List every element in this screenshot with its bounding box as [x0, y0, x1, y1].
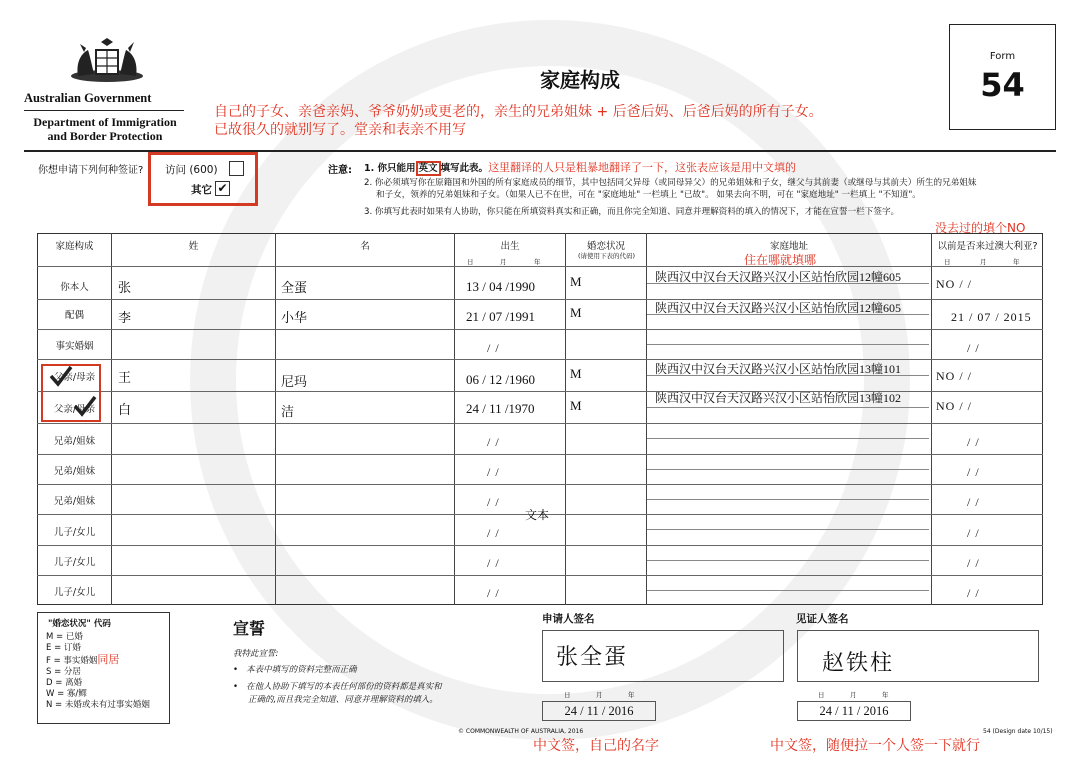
table-col-line [454, 233, 455, 605]
declaration-bullet-1: • 本表中填写的资料完整而正确 [233, 665, 357, 675]
row-relation: 儿子/女儿 [53, 587, 96, 598]
row-relation: 兄弟/姐妹 [53, 436, 96, 447]
applicant-signature: 张全蛋 [556, 645, 629, 670]
row-address[interactable]: 陕西汉中汉台天汉路兴汉小区站怡欣园12幢605 [655, 301, 902, 315]
note-2-line-2: 和子女，领养的兄弟姐妹和子女。（如果人已不在世，可在 "家庭地址" 一栏填上 "已故"。 如果去向不明，可在 "家庭地址" 一栏填上 "不知道"。 [376, 190, 921, 200]
row-been[interactable]: / / [967, 495, 980, 509]
form-number-box [949, 24, 1056, 130]
row-relation: 兄弟/姐妹 [53, 466, 96, 477]
address-line [647, 407, 929, 408]
table-col-line [275, 233, 276, 605]
department-name [24, 115, 186, 143]
annotation-top-line-1: 自己的子女、亲爸亲妈、爷爷奶奶或更老的，亲生的兄弟姐妹 + 后爸后妈、后爸后妈的所有子女。 [214, 104, 823, 120]
row-been[interactable]: / / [967, 586, 980, 600]
code-item: N = 未婚或未有过事实婚姻 [46, 700, 150, 710]
marital-codes-box [37, 612, 170, 724]
row-surname[interactable]: 李 [118, 310, 132, 325]
been-month: 月 [980, 258, 987, 266]
row-relation: 事实婚姻 [55, 341, 94, 352]
form-title: 家庭构成 [540, 68, 620, 92]
note-2-line-1: 2. 你必须填写你在原籍国和外国的所有家庭成员的细节，其中包括同父异母（或同母异父）的兄弟姐妹和子女，继父与其前妻（或继母与其前夫）所生的兄弟姐妹 [364, 178, 977, 188]
row-dob[interactable]: 13 / 04 /1990 [466, 279, 535, 294]
row-marital[interactable]: M [570, 366, 582, 381]
note-1-end: 填写此表。 [440, 163, 489, 174]
code-item: M = 已婚 [46, 632, 83, 642]
visit-checkbox[interactable] [229, 161, 244, 176]
declaration-intro: 我特此宣誓: [233, 649, 279, 659]
row-address[interactable]: 陕西汉中汉台天汉路兴汉小区站怡欣园12幢605 [655, 270, 902, 284]
row-surname[interactable]: 白 [118, 402, 132, 417]
visa-question-label: 你想申请下列何种签证? [38, 165, 144, 176]
other-checkbox[interactable]: ✔ [215, 181, 230, 196]
note-1-start: 1. 你只能用 [364, 163, 416, 174]
table-header-rule [37, 266, 1043, 267]
row-dob[interactable]: / / [487, 495, 500, 509]
table-row-rule [37, 545, 1043, 546]
witness-signature-label: 见证人签名 [796, 613, 849, 625]
table-row-rule [37, 329, 1043, 330]
annotation-chinese-fill: 这里翻译的人只是粗暴地翻译了一下，这张表应该是用中文填的 [488, 161, 797, 174]
other-option-label: 其它 [191, 184, 212, 196]
col-address: 家庭地址 [769, 241, 808, 252]
been-year: 年 [1013, 258, 1020, 266]
row-surname[interactable]: 张 [118, 280, 132, 295]
government-name: Australian Government [24, 91, 152, 105]
col-given-name: 名 [360, 241, 370, 252]
declaration-bullet-2-cont: 正确的,而且我完全知道、同意并理解资料的填入。 [248, 695, 438, 705]
declaration-title: 宣誓 [233, 619, 266, 638]
witness-date-month: 月 [850, 691, 857, 699]
table-row-rule [37, 575, 1043, 576]
note-1 [364, 162, 796, 174]
row-dob[interactable]: / / [487, 586, 500, 600]
coat-of-arms-logo [66, 36, 148, 90]
department-line-2: and Border Protection [47, 129, 163, 143]
header-rule [24, 110, 184, 111]
col-marital: 婚恋状况 [586, 241, 625, 252]
table-row-rule [37, 484, 1043, 485]
annotation-applicant-signature: 中文签，自己的名字 [533, 738, 659, 754]
row-dob[interactable]: / / [487, 526, 500, 540]
address-line [647, 529, 929, 530]
row-been[interactable]: NO / / [936, 399, 972, 413]
check-mark-icon [72, 394, 98, 418]
witness-date-year: 年 [882, 691, 889, 699]
row-been[interactable]: / / [967, 526, 980, 540]
col-been-to-australia: 以前是否来过澳大利亚? [937, 241, 1038, 252]
applicant-date[interactable]: 24 / 11 / 2016 [542, 701, 656, 721]
row-marital[interactable]: M [570, 274, 582, 289]
row-address[interactable]: 陕西汉中汉台天汉路兴汉小区站怡欣园13幢101 [655, 362, 902, 376]
row-address[interactable]: 陕西汉中汉台天汉路兴汉小区站怡欣园13幢102 [655, 391, 902, 405]
text-mark: 文本 [525, 508, 550, 522]
row-relation: 配偶 [64, 310, 84, 321]
row-been[interactable]: 21 / 07 / 2015 [951, 310, 1032, 324]
address-line [647, 344, 929, 345]
family-table [37, 233, 1043, 605]
row-relation: 你本人 [60, 282, 89, 293]
visit-option-label: 访问 (600) [165, 164, 218, 176]
dob-month: 月 [500, 258, 507, 266]
row-relation: 父亲/母亲 [53, 372, 96, 383]
code-item: D = 离婚 [46, 678, 83, 688]
applicant-date-month: 月 [596, 691, 603, 699]
row-been[interactable]: / / [967, 435, 980, 449]
annotation-cohabit: 同居 [97, 653, 120, 666]
code-item: W = 寡/鳏 [46, 689, 87, 699]
witness-signature: 赵铁柱 [822, 651, 895, 676]
declaration-bullet-2: • 在他人协助下填写的本表任何部份的资料都是真实和 [233, 682, 442, 692]
row-been[interactable]: / / [967, 341, 980, 355]
declaration-b1-text: 本表中填写的资料完整而正确 [246, 665, 357, 675]
dob-day: 日 [467, 258, 474, 266]
row-dob[interactable]: / / [487, 341, 500, 355]
col-relation: 家庭构成 [55, 241, 94, 252]
row-dob[interactable]: 24 / 11 /1970 [466, 401, 535, 416]
declaration-b2-text: 在他人协助下填写的本表任何部份的资料都是真实和 [246, 682, 442, 692]
table-col-line [646, 233, 647, 605]
code-item: E = 订婚 [46, 643, 81, 653]
design-date: 54 (Design date 10/15) [983, 728, 1053, 735]
row-given-name[interactable]: 洁 [281, 404, 295, 419]
code-item: S = 分居 [46, 667, 81, 677]
annotation-address: 住在哪就填哪 [744, 253, 817, 267]
row-dob[interactable]: / / [487, 435, 500, 449]
dob-year: 年 [534, 258, 541, 266]
col-surname: 姓 [188, 241, 199, 252]
address-line [647, 590, 929, 591]
annotation-witness-signature: 中文签，随便拉一个人签一下就行 [770, 738, 980, 754]
row-marital[interactable]: M [570, 398, 582, 413]
row-surname[interactable]: 王 [118, 370, 132, 385]
row-given-name[interactable]: 尼玛 [281, 374, 308, 389]
table-col-line [931, 233, 932, 605]
applicant-date-day: 日 [564, 691, 571, 699]
address-line [647, 438, 929, 439]
english-highlight: 英文 [416, 161, 441, 176]
address-line [647, 469, 929, 470]
code-item: F = 事实婚姻 [46, 656, 98, 666]
table-row-rule [37, 423, 1043, 424]
row-dob[interactable]: 21 / 07 /1991 [466, 309, 535, 324]
department-line-1: Department of Immigration [33, 115, 177, 129]
copyright: © COMMONWEALTH OF AUSTRALIA, 2016 [458, 728, 584, 735]
witness-date[interactable]: 24 / 11 / 2016 [797, 701, 911, 721]
table-row-rule [37, 454, 1043, 455]
notes-label: 注意: [328, 165, 352, 176]
row-dob[interactable]: / / [487, 465, 500, 479]
been-day: 日 [944, 258, 951, 266]
row-been[interactable]: NO / / [936, 277, 972, 291]
applicant-date-year: 年 [628, 691, 635, 699]
applicant-signature-label: 申请人签名 [542, 613, 595, 625]
visa-type-highlight [148, 152, 258, 206]
check-mark-icon [48, 364, 74, 388]
note-3: 3. 你填写此表时如果有人协助，你只能在所填资料真实和正确，而且你完全知道、同意并理解资料的填入的情况下，才能在宣誓一栏下签字。 [364, 207, 900, 217]
table-col-line [565, 233, 566, 605]
row-relation: 儿子/女儿 [53, 527, 96, 538]
codes-title: "婚恋状况" 代码 [48, 619, 111, 629]
col-dob: 出生 [500, 241, 520, 252]
address-line [647, 560, 929, 561]
row-marital[interactable]: M [570, 305, 582, 320]
witness-date-day: 日 [818, 691, 825, 699]
row-given-name[interactable]: 全蛋 [281, 280, 308, 295]
row-relation: 兄弟/姐妹 [53, 496, 96, 507]
address-line [647, 499, 929, 500]
row-relation: 父亲/母亲 [53, 404, 96, 415]
row-dob[interactable]: 06 / 12 /1960 [466, 372, 535, 387]
col-marital-sub: (请使用下表的代码) [578, 252, 636, 260]
row-dob[interactable]: / / [487, 556, 500, 570]
row-given-name[interactable]: 小华 [281, 310, 308, 325]
row-been[interactable]: / / [967, 556, 980, 570]
row-been[interactable]: / / [967, 465, 980, 479]
row-been[interactable]: NO / / [936, 369, 972, 383]
annotation-top-line-2: 已故很久的就别写了。堂亲和表亲不用写 [214, 122, 466, 138]
form-label: Form [989, 51, 1016, 62]
annotation-never-been: 没去过的填个NO [935, 221, 1026, 235]
form-number: 54 [980, 66, 1025, 104]
row-relation: 儿子/女儿 [53, 557, 96, 568]
